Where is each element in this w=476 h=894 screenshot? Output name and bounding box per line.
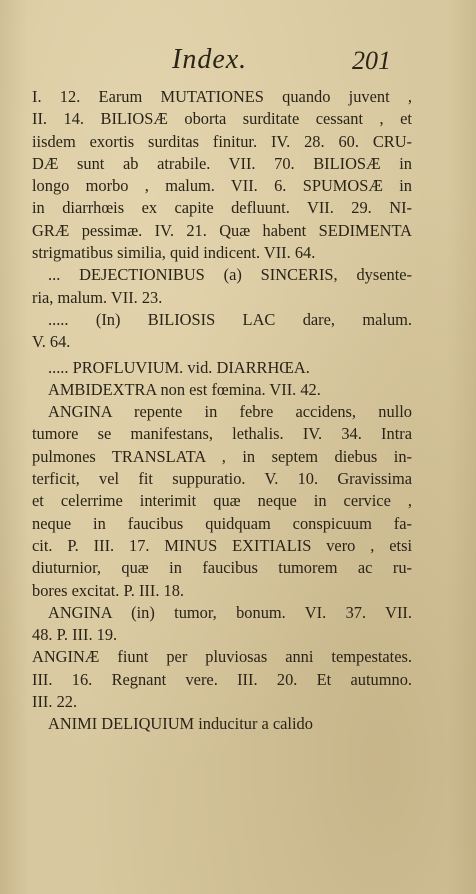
running-title: Index. bbox=[172, 44, 248, 75]
text-line: II. 14. BILIOSÆ oborta surditate cessant , et bbox=[32, 109, 412, 129]
text-line: DÆ sunt ab atrabile. VII. 70. BILIOSÆ in bbox=[32, 153, 412, 173]
text-line: et celerrime interimit quæ neque in cervice , bbox=[32, 491, 412, 511]
text-line: AMBIDEXTRA non est fœmina. VII. 42. bbox=[48, 379, 321, 399]
text-line: ANGINA (in) tumor, bonum. VI. 37. VII. bbox=[48, 602, 412, 622]
text-line: III. 16. Regnant vere. III. 20. Et autumno. bbox=[32, 669, 412, 689]
text-line: strigmatibus similia, quid indicent. VII. 64. bbox=[32, 243, 316, 263]
text-line: ANGINA repente in febre accidens, nullo bbox=[48, 402, 412, 422]
text-line: neque in faucibus quidquam conspicuum fa- bbox=[32, 513, 412, 533]
text-line: terficit, vel fit suppuratio. V. 10. Gravissima bbox=[32, 469, 412, 489]
text-line: longo morbo , malum. VII. 6. SPUMOSÆ in bbox=[32, 176, 412, 196]
text-line: ..... (In) BILIOSIS LAC dare, malum. bbox=[48, 309, 412, 329]
text-line: ... DEJECTIONIBUS (a) SINCERIS, dysente- bbox=[48, 265, 412, 285]
text-line: I. 12. Earum MUTATIONES quando juvent , bbox=[32, 87, 412, 106]
text-line: ..... PROFLUVIUM. vid. DIARRHŒA. bbox=[48, 357, 310, 377]
page-number: 201 bbox=[352, 46, 391, 75]
text-line: bores excitat. P. III. 18. bbox=[32, 580, 185, 600]
text-line: iisdem exortis surditas finitur. IV. 28. 60. CRU- bbox=[32, 131, 412, 151]
text-line: tumore se manifestans, lethalis. IV. 34. Intra bbox=[32, 424, 412, 444]
index-text-block bbox=[32, 86, 412, 736]
text-line: V. 64. bbox=[32, 332, 71, 352]
text-line: 48. P. III. 19. bbox=[32, 625, 118, 645]
text-line: III. 22. bbox=[32, 692, 78, 712]
text-line: ANIMI DELIQUIUM inducitur a calido bbox=[48, 714, 313, 734]
text-line: pulmones TRANSLATA , in septem diebus in- bbox=[32, 446, 412, 466]
text-line: GRÆ pessimæ. IV. 21. Quæ habent SEDIMENTA bbox=[32, 220, 412, 240]
text-line: cit. P. III. 17. MINUS EXITIALIS vero , etsi bbox=[32, 535, 412, 555]
text-line: ria, malum. VII. 23. bbox=[32, 287, 163, 307]
text-line: diuturnior, quæ in faucibus tumorem ac ru- bbox=[32, 558, 412, 578]
text-line: in diarrhœis ex capite defluunt. VII. 29. NI- bbox=[32, 198, 412, 218]
text-line: ANGINÆ fiunt per pluviosas anni tempestates. bbox=[32, 647, 412, 667]
